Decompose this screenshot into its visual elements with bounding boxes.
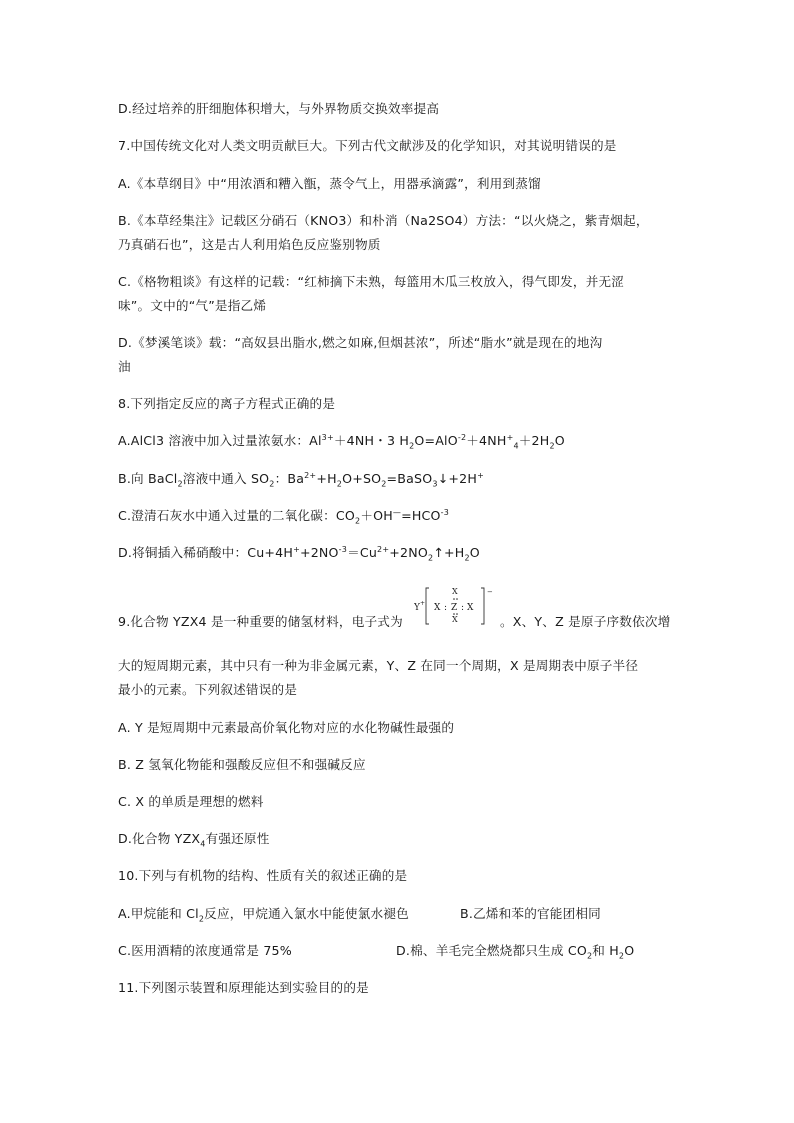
formula-x-right: X xyxy=(467,603,474,613)
question-7-option-b-line2: 乃真硝石也”，这是古人利用焰色反应鉴别物质 xyxy=(118,237,381,252)
question-9-stem-part2: 。X、Y、Z 是原子序数依次增 xyxy=(500,614,671,629)
line-6d: D.经过培养的肝细胞体积增大，与外界物质交换效率提高 xyxy=(118,101,440,116)
question-9-option-d: D.化合物 $YZX_4$有强还原性 xyxy=(118,831,270,849)
question-10-option-c: C.医用酒精的浓度通常是 75% xyxy=(118,943,292,958)
question-7-stem: 7.中国传统文化对人类文明贡献巨大。下列古代文献涉及的化学知识，对其说明错误的是 xyxy=(118,138,617,153)
question-10-option-b: B.乙烯和苯的官能团相同 xyxy=(460,906,601,921)
formula-right-bracket xyxy=(481,588,484,624)
question-9-option-a: A. Y 是短周期中元素最高价氧化物对应的水化物碱性最强的 xyxy=(118,720,455,735)
formula-x-left: X xyxy=(434,603,441,613)
formula-z: Z xyxy=(451,603,458,613)
question-8-stem: 8.下列指定反应的离子方程式正确的是 xyxy=(118,396,336,411)
question-7-option-a: A.《本草纲目》中“用浓酒和糟入甑，蒸令气上，用器承滴露”，利用到蒸馏 xyxy=(118,176,541,191)
question-8-option-a: A.AlCl3 溶液中加入过量浓氨水：$Al^{3+}+4NH$・3 $H_2O=AlO^{-2}+4NH^+_4+2H_2O$ xyxy=(118,432,565,451)
question-7-option-b-line1: B.《本草经集注》记载区分硝石（KNO3）和朴消（Na2SO4）方法：“以火烧之，紫青烟起， xyxy=(118,213,649,228)
question-8-option-d: D.将铜插入稀硝酸中：$Cu+4H^++2NO^{-3}=Cu^{2+}+2NO_2↑+H_2O$ xyxy=(118,544,480,563)
question-10-stem: 10.下列与有机物的结构、性质有关的叙述正确的是 xyxy=(118,868,408,883)
formula-cation-charge: + xyxy=(420,600,426,607)
formula-cation: Y xyxy=(414,603,420,613)
question-7-option-d-line1: D.《梦溪笔谈》载：“高奴县出脂水,燃之如麻,但烟甚浓”，所述“脂水”就是现在的地沟 xyxy=(118,335,603,350)
question-9-stem-line2: 大的短周期元素，其中只有一种为非金属元素，Y、Z 在同一个周期，X 是周期表中原子半径 xyxy=(118,658,639,673)
question-9-stem-part1: 9.化合物 YZX4 是一种重要的储氢材料，电子式为 xyxy=(118,614,403,629)
question-7-option-c-line1: C.《格物粗谈》有这样的记载：“红柿摘下未熟，每篮用木瓜三枚放入，得气即发，并无涩 xyxy=(118,274,625,289)
formula-anion-charge: − xyxy=(487,588,493,596)
formula-left-bracket xyxy=(426,588,429,624)
formula-colon-right: : xyxy=(461,603,465,613)
question-8-option-b: B.向 BaCl$_2$溶液中通入 $SO_2$：$Ba^{2+}+H_2O+SO_2=BaSO_3↓+2H^+$ xyxy=(118,470,484,489)
question-8-option-c: C.澄清石灰水中通入过量的二氧化碳：$CO_2+OH^—=HCO^{-3}$ xyxy=(118,507,450,526)
formula-x-top: X xyxy=(452,587,458,596)
question-7-option-d-line2: 油 xyxy=(118,359,131,374)
formula-x-bottom: X xyxy=(452,615,458,624)
electron-formula-yzx4 xyxy=(414,586,496,626)
question-11-stem: 11.下列图示装置和原理能达到实验目的的是 xyxy=(118,980,369,995)
formula-dot xyxy=(453,598,455,600)
question-10-option-a: A.甲烷能和 $Cl_2$反应，甲烷通入氯水中能使氯水褪色 xyxy=(118,906,409,924)
question-10-option-d: D.棉、羊毛完全燃烧都只生成 $CO_2$和 $H_2O$ xyxy=(396,943,635,961)
question-7-option-c-line2: 味”。文中的“气”是指乙烯 xyxy=(118,298,267,313)
question-9-stem-line3: 最小的元素。下列叙述错误的是 xyxy=(118,682,298,697)
question-9-option-b: B. Z 氢氧化物能和强酸反应但不和强碱反应 xyxy=(118,757,366,772)
question-9-option-c: C. X 的单质是理想的燃料 xyxy=(118,794,264,809)
formula-dot xyxy=(456,598,458,600)
formula-colon-left: : xyxy=(444,603,448,613)
